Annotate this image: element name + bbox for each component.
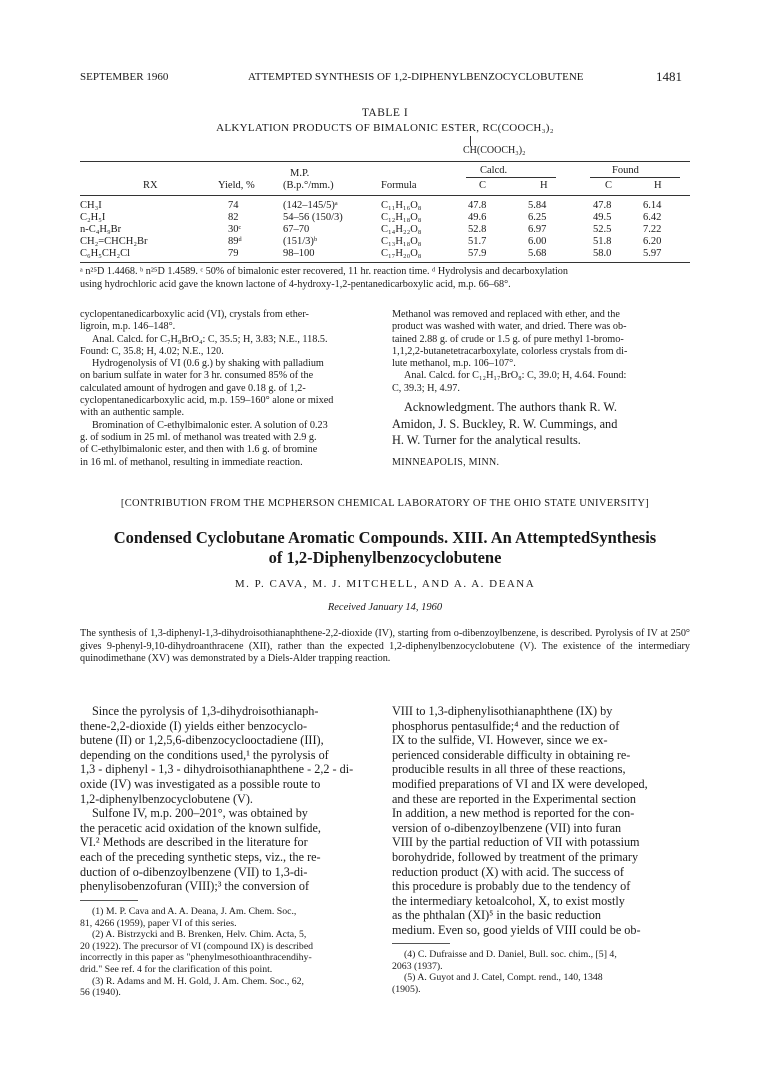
table-bottom-rule bbox=[80, 262, 690, 263]
yield-cell: 89ᵈ bbox=[228, 236, 242, 247]
text-line: (1) M. P. Cava and A. A. Deana, J. Am. Chem. Soc., bbox=[92, 906, 297, 917]
article-title-line-2: of 1,2-Diphenylbenzocyclobutene bbox=[268, 548, 502, 567]
found-rule bbox=[590, 177, 680, 178]
upper-right-column bbox=[392, 309, 690, 395]
mp-cell: 54–56 (150/3) bbox=[283, 212, 343, 223]
formula-cell: C₁₃H₁₈O₈ bbox=[381, 236, 422, 247]
text-line: Anal. Calcd. for C₁₂H₁₇BrO₈: C, 39.0; H, 4.64. Found: bbox=[404, 370, 627, 382]
text-line: perienced considerable difficulty in obtaining re- bbox=[392, 747, 631, 762]
formula-cell: C₁₂H₁₈O₈ bbox=[381, 212, 422, 223]
table-footnote-2: using hydrochloric acid gave the known lactone of 4-hydroxy-1,2-pentanedicarboxylic acid, m.p. 66–68°. bbox=[80, 279, 511, 290]
body-right-column bbox=[392, 704, 690, 938]
text-line: 20 (1922). The precursor of VI (compound IX) is described bbox=[80, 940, 314, 952]
text-line: the intermediary ketoalcohol, X, to exist mostly bbox=[392, 893, 625, 908]
found-c-cell: 58.0 bbox=[593, 248, 612, 259]
calcd-c-cell: 51.7 bbox=[468, 236, 487, 247]
mp-cell: (142–145/5)ᵃ bbox=[283, 200, 338, 211]
header-running-title: ATTEMPTED SYNTHESIS OF 1,2-DIPHENYLBENZOCYCLOBUTENE bbox=[248, 71, 584, 83]
text-line: H. W. Turner for the analytical results. bbox=[392, 433, 581, 448]
text-line: VI.² Methods are described in the literature for bbox=[80, 835, 308, 850]
text-line: this procedure is probably due to the tendency of bbox=[392, 879, 631, 894]
calcd-rule bbox=[466, 177, 556, 178]
header-yield: Yield, % bbox=[218, 180, 255, 191]
header-calcd: Calcd. bbox=[480, 165, 508, 176]
received-date: Received January 14, 1960 bbox=[327, 602, 443, 613]
calcd-c-cell: 52.8 bbox=[468, 224, 487, 235]
footnote-rule-left bbox=[80, 900, 138, 901]
text-line: C, 39.3; H, 4.97. bbox=[392, 382, 460, 394]
acknowledgment bbox=[392, 399, 690, 449]
body-left-column bbox=[80, 704, 376, 894]
text-line: Bromination of C-ethylbimalonic ester. A solution of 0.23 bbox=[92, 419, 328, 431]
table-footnote-1: ᵃ n²⁵D 1.4468. ᵇ n²⁵D 1.4589. ᶜ 50% of bimalonic ester recovered, 11 hr. reaction time. ᵈ Hydrolysis and decarboxylation bbox=[80, 266, 568, 277]
text-line: lute methanol, m.p. 106–107°. bbox=[392, 358, 516, 370]
text-line: (3) R. Adams and M. H. Gold, J. Am. Chem. Soc., 62, bbox=[92, 975, 304, 987]
contribution-line: [CONTRIBUTION FROM THE MCPHERSON CHEMICAL LABORATORY OF THE OHIO STATE UNIVERSITY] bbox=[120, 498, 650, 509]
text-line: incorrectly in this paper as "phenylmesothioanthracendihy- bbox=[80, 952, 312, 964]
text-line: the peracetic acid oxidation of the known sulfide, bbox=[80, 820, 321, 835]
text-line: 56 (1940). bbox=[80, 987, 121, 999]
yield-cell: 82 bbox=[228, 212, 239, 223]
table-caption: ALKYLATION PRODUCTS OF BIMALONIC ESTER, RC(COOCH₃)₂ bbox=[216, 122, 554, 134]
text-line: (5) A. Guyot and J. Catel, Compt. rend., 140, 1348 bbox=[404, 972, 603, 984]
page-number: 1481 bbox=[656, 69, 682, 84]
rx-cell: CH₃I bbox=[80, 200, 102, 211]
header-h-found: H bbox=[654, 180, 662, 191]
header-h-calcd: H bbox=[540, 180, 548, 191]
calcd-c-cell: 57.9 bbox=[468, 248, 487, 259]
found-h-cell: 6.42 bbox=[643, 212, 662, 223]
formula-cell: C₁₄H₂₂O₈ bbox=[381, 224, 422, 235]
text-line: medium. Even so, good yields of VIII could be ob- bbox=[392, 922, 641, 937]
found-c-cell: 47.8 bbox=[593, 200, 612, 211]
text-line: Anal. Calcd. for C₇H₉BrO₄: C, 35.5; H, 3.83; N.E., 118.5. bbox=[92, 333, 328, 345]
found-h-cell: 7.22 bbox=[643, 224, 662, 235]
calcd-c-cell: 49.6 bbox=[468, 212, 487, 223]
header-c-calcd: C bbox=[479, 180, 487, 191]
header-mp: M.P. bbox=[290, 168, 310, 179]
calcd-h-cell: 5.84 bbox=[528, 200, 547, 211]
text-line: oxide (IV) was investigated as a possible route to bbox=[80, 776, 321, 791]
text-line: 81, 4266 (1959), paper VI of this series. bbox=[80, 917, 237, 929]
yield-cell: 74 bbox=[228, 200, 239, 211]
calcd-h-cell: 6.97 bbox=[528, 224, 547, 235]
text-line: thene-2,2-dioxide (I) yields either benzocyclo- bbox=[80, 718, 308, 733]
text-line: Since the pyrolysis of 1,3-dihydroisothianaph- bbox=[92, 704, 319, 718]
text-line: phosphorus pentasulfide;⁴ and the reduction of bbox=[392, 718, 620, 733]
article-title bbox=[80, 528, 690, 568]
header-found: Found bbox=[612, 165, 639, 176]
table-header-rule bbox=[80, 195, 690, 196]
rx-cell: CH₂=CHCH₂Br bbox=[80, 236, 148, 247]
text-line: (2) A. Bistrzycki and B. Brenken, Helv. Chim. Acta, 5, bbox=[92, 929, 307, 941]
yield-cell: 30ᶜ bbox=[228, 224, 242, 235]
text-line: borohydride, followed by treatment of the primary bbox=[392, 849, 639, 864]
found-c-cell: 52.5 bbox=[593, 224, 612, 235]
header-c-found: C bbox=[605, 180, 613, 191]
text-line: Hydrogenolysis of VI (0.6 g.) by shaking with palladium bbox=[92, 358, 324, 370]
text-line: cyclopentanedicarboxylic acid (VI), crystals from ether- bbox=[80, 309, 309, 320]
text-line: 1,2-diphenylbenzocyclobutene (V). bbox=[80, 791, 253, 806]
found-c-cell: 51.8 bbox=[593, 236, 612, 247]
rx-cell: n-C₄H₉Br bbox=[80, 224, 122, 235]
found-h-cell: 5.97 bbox=[643, 248, 662, 259]
text-line: In addition, a new method is reported for the con- bbox=[392, 806, 635, 821]
abstract: The synthesis of 1,3-diphenyl-1,3-dihydroisothianaphthene-2,2-dioxide (IV), starting from o-dibenzoylbenzene, is described. Pyrolysis of IV at 250° gives 9-phenyl-9,10-dihydroanthracene (XII), rather than the expected 1,2-diphenylbenzocyclobutene (V). The existence of the intermediary quinodimethane (XV) was demonstrated by a Diels-Alder trapping reaction. bbox=[80, 628, 690, 664]
footnotes-right bbox=[392, 949, 690, 995]
text-line: cyclopentanedicarboxylic acid, m.p. 159–160° alone or mixed bbox=[80, 395, 334, 407]
table-top-rule bbox=[80, 161, 690, 162]
calcd-h-cell: 5.68 bbox=[528, 248, 547, 259]
header-bp: (B.p.°/mm.) bbox=[283, 180, 334, 191]
text-line: with an authentic sample. bbox=[80, 407, 185, 419]
text-line: producible results in all three of these reactions, bbox=[392, 762, 626, 777]
text-line: IX to the sulfide, VI. However, since we ex- bbox=[392, 733, 608, 748]
header-date: SEPTEMBER 1960 bbox=[80, 71, 169, 83]
text-line: Found: C, 35.8; H, 4.02; N.E., 120. bbox=[80, 345, 224, 357]
header-rx: RX bbox=[143, 180, 158, 191]
formula-cell: C₁₇H₂₀O₈ bbox=[381, 248, 422, 259]
text-line: phenylisobenzofuran (VIII);³ the conversion of bbox=[80, 879, 310, 894]
table-label: TABLE I bbox=[361, 107, 409, 119]
text-line: version of o-dibenzoylbenzene (VII) into furan bbox=[392, 820, 622, 835]
found-h-cell: 6.20 bbox=[643, 236, 662, 247]
text-line: calculated amount of hydrogen and gave 0.18 g. of 1,2- bbox=[80, 382, 306, 394]
header-formula: Formula bbox=[381, 180, 417, 191]
yield-cell: 79 bbox=[228, 248, 239, 259]
text-line: 1,1,2,2-butanetetracarboxylate, colorless crystals from di- bbox=[392, 345, 628, 357]
text-line: drid." See ref. 4 for the clarification of this point. bbox=[80, 963, 273, 975]
text-line: Methanol was removed and replaced with ether, and the bbox=[392, 309, 620, 320]
calcd-c-cell: 47.8 bbox=[468, 200, 487, 211]
mp-cell: (151/3)ᵇ bbox=[283, 236, 318, 247]
upper-left-column bbox=[80, 309, 376, 469]
table-caption-sub: CH(COOCH₃)₂ bbox=[463, 145, 526, 156]
article-title-line-1: Condensed Cyclobutane Aromatic Compounds. XIII. An AttemptedSynthesis bbox=[113, 528, 657, 547]
text-line: product was washed with water, and dried. There was ob- bbox=[392, 321, 627, 333]
text-line: reduction product (X) with acid. The success of bbox=[392, 864, 624, 879]
text-line: 1,3 - diphenyl - 1,3 - dihydroisothianaphthene - 2,2 - di- bbox=[80, 762, 354, 777]
text-line: modified preparations of VI and IX were developed, bbox=[392, 776, 648, 791]
authors: M. P. CAVA, M. J. MITCHELL, AND A. A. DEANA bbox=[234, 578, 536, 590]
found-h-cell: 6.14 bbox=[643, 200, 662, 211]
text-line: Acknowledgment. The authors thank R. W. bbox=[404, 400, 617, 414]
text-line: and these are reported in the Experimental section bbox=[392, 791, 636, 806]
text-line: Sulfone IV, m.p. 200–201°, was obtained by bbox=[92, 806, 308, 821]
text-line: (1905). bbox=[392, 983, 421, 995]
text-line: g. of sodium in 25 ml. of methanol was treated with 2.9 g. bbox=[80, 431, 317, 443]
text-line: duction of o-dibenzoylbenzene (VII) to 1,3-di- bbox=[80, 864, 308, 879]
text-line: in 16 ml. of methanol, resulting in immediate reaction. bbox=[80, 456, 303, 468]
text-line: tained 2.88 g. of crude or 1.5 g. of pure methyl 1-bromo- bbox=[392, 333, 624, 345]
text-line: 2063 (1937). bbox=[392, 960, 443, 972]
text-line: depending on the conditions used,¹ the pyrolysis of bbox=[80, 747, 329, 762]
formula-cell: C₁₁H₁₆O₈ bbox=[381, 200, 422, 211]
calcd-h-cell: 6.00 bbox=[528, 236, 547, 247]
footnote-rule-right bbox=[392, 943, 450, 944]
text-line: as the phthalan (XI)⁵ in the basic reduction bbox=[392, 908, 601, 923]
text-line: butene (II) or 1,2,5,6-dibenzocyclooctadiene (III), bbox=[80, 733, 324, 748]
rx-cell: C₂H₅I bbox=[80, 212, 106, 223]
text-line: VIII by the partial reduction of VII with potassium bbox=[392, 835, 640, 850]
text-line: ligroin, m.p. 146–148°. bbox=[80, 321, 176, 333]
mp-cell: 98–100 bbox=[283, 248, 315, 259]
rx-cell: C₆H₅CH₂Cl bbox=[80, 248, 131, 259]
text-line: Amidon, J. S. Buckley, R. W. Cummings, and bbox=[392, 416, 618, 431]
calcd-h-cell: 6.25 bbox=[528, 212, 547, 223]
location: MINNEAPOLIS, MINN. bbox=[392, 457, 500, 468]
text-line: of C-ethylbimalonic ester, and then with 1.6 g. of bromine bbox=[80, 444, 318, 456]
found-c-cell: 49.5 bbox=[593, 212, 612, 223]
mp-cell: 67–70 bbox=[283, 224, 310, 235]
text-line: VIII to 1,3-diphenylisothianaphthene (IX) by bbox=[392, 704, 613, 718]
footnotes-left bbox=[80, 906, 376, 999]
text-line: on barium sulfate in water for 3 hr. consumed 85% of the bbox=[80, 370, 314, 382]
running-header bbox=[80, 71, 690, 87]
text-line: (4) C. Dufraisse and D. Daniel, Bull. soc. chim., [5] 4, bbox=[404, 949, 617, 960]
text-line: each of the preceding synthetic steps, viz., the re- bbox=[80, 849, 321, 864]
